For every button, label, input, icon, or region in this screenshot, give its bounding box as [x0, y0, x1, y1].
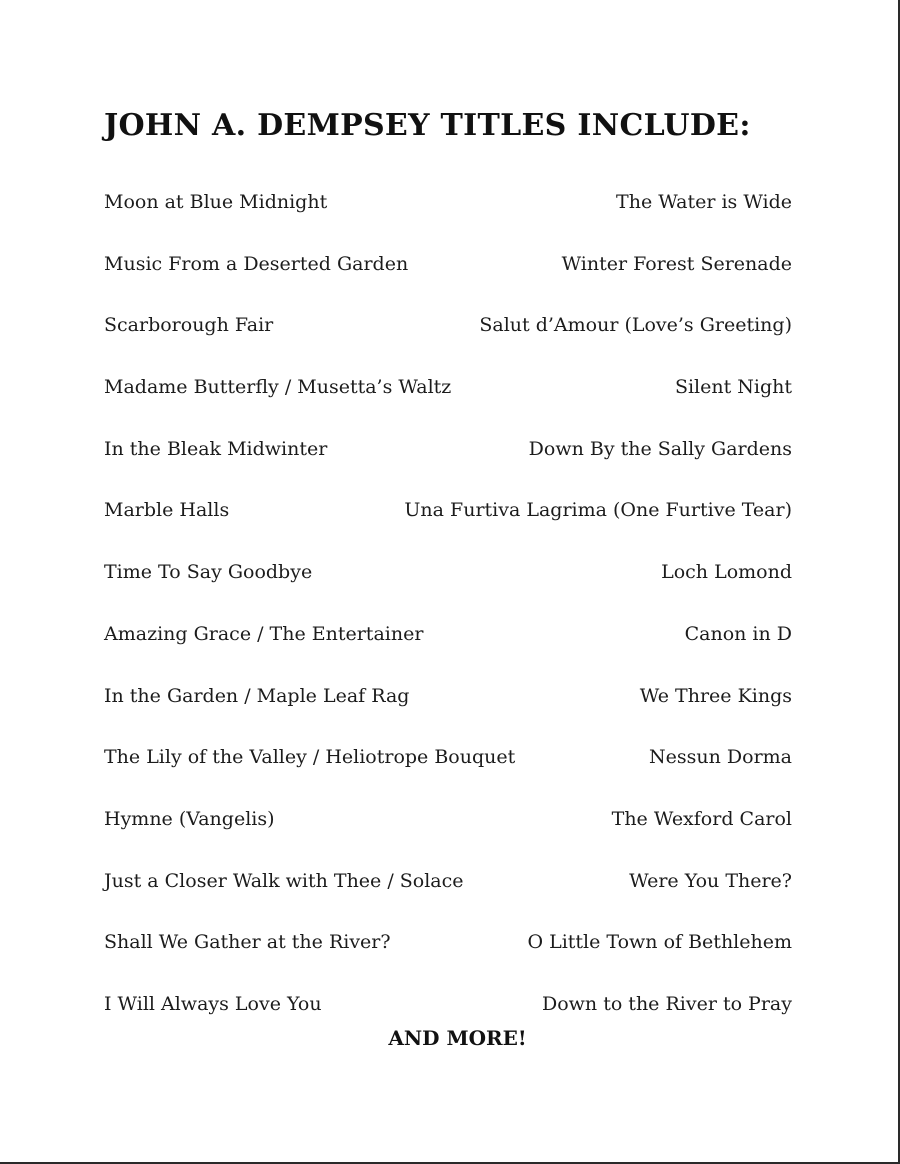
title-left: Moon at Blue Midnight [104, 191, 328, 213]
list-item [104, 314, 792, 376]
title-right: O Little Town of Bethlehem [527, 931, 792, 954]
list-item [104, 376, 792, 438]
page-title: JOHN A. DEMPSEY TITLES INCLUDE: [104, 108, 751, 143]
list-item [104, 746, 792, 808]
title-left: Madame Butterfly / Musetta’s Waltz [104, 376, 452, 399]
title-left: Marble Halls [104, 499, 230, 522]
title-right: Nessun Dorma [649, 746, 792, 769]
title-right: We Three Kings [639, 684, 792, 707]
titles-list [104, 191, 792, 1055]
title-right: Winter Forest Serenade [561, 252, 792, 275]
title-left: Just a Closer Walk with Thee / Solace [104, 869, 464, 892]
title-right: Were You There? [629, 869, 792, 892]
title-right: Loch Lomond [661, 561, 792, 584]
title-left: In the Garden / Maple Leaf Rag [104, 684, 410, 707]
title-left: In the Bleak Midwinter [104, 437, 328, 460]
title-right: Canon in D [684, 622, 792, 645]
list-item [104, 561, 792, 623]
title-right: The Wexford Carol [611, 807, 792, 830]
title-left: Hymne (Vangelis) [104, 807, 275, 830]
list-item [104, 438, 792, 500]
title-left: Amazing Grace / The Entertainer [104, 622, 424, 645]
list-item [104, 499, 792, 561]
title-left: I Will Always Love You [104, 992, 322, 1015]
list-item [104, 685, 792, 747]
title-left: Scarborough Fair [104, 314, 274, 337]
title-right: Down By the Sally Gardens [528, 437, 792, 460]
list-item [104, 253, 792, 315]
title-left: The Lily of the Valley / Heliotrope Bouquet [104, 746, 516, 769]
title-left: Music From a Deserted Garden [104, 252, 409, 275]
list-item [104, 931, 792, 993]
title-right: Down to the River to Pray [541, 992, 792, 1015]
title-left: Time To Say Goodbye [104, 561, 313, 584]
list-item [104, 191, 792, 253]
list-item [104, 870, 792, 932]
title-right: Salut d’Amour (Love’s Greeting) [479, 314, 792, 337]
title-right: Silent Night [674, 376, 792, 399]
title-left: Shall We Gather at the River? [104, 931, 391, 954]
and-more-footer: AND MORE! [388, 1026, 527, 1050]
list-item [104, 808, 792, 870]
list-item [104, 623, 792, 685]
title-right: The Water is Wide [616, 191, 792, 213]
title-right: Una Furtiva Lagrima (One Furtive Tear) [404, 499, 792, 522]
